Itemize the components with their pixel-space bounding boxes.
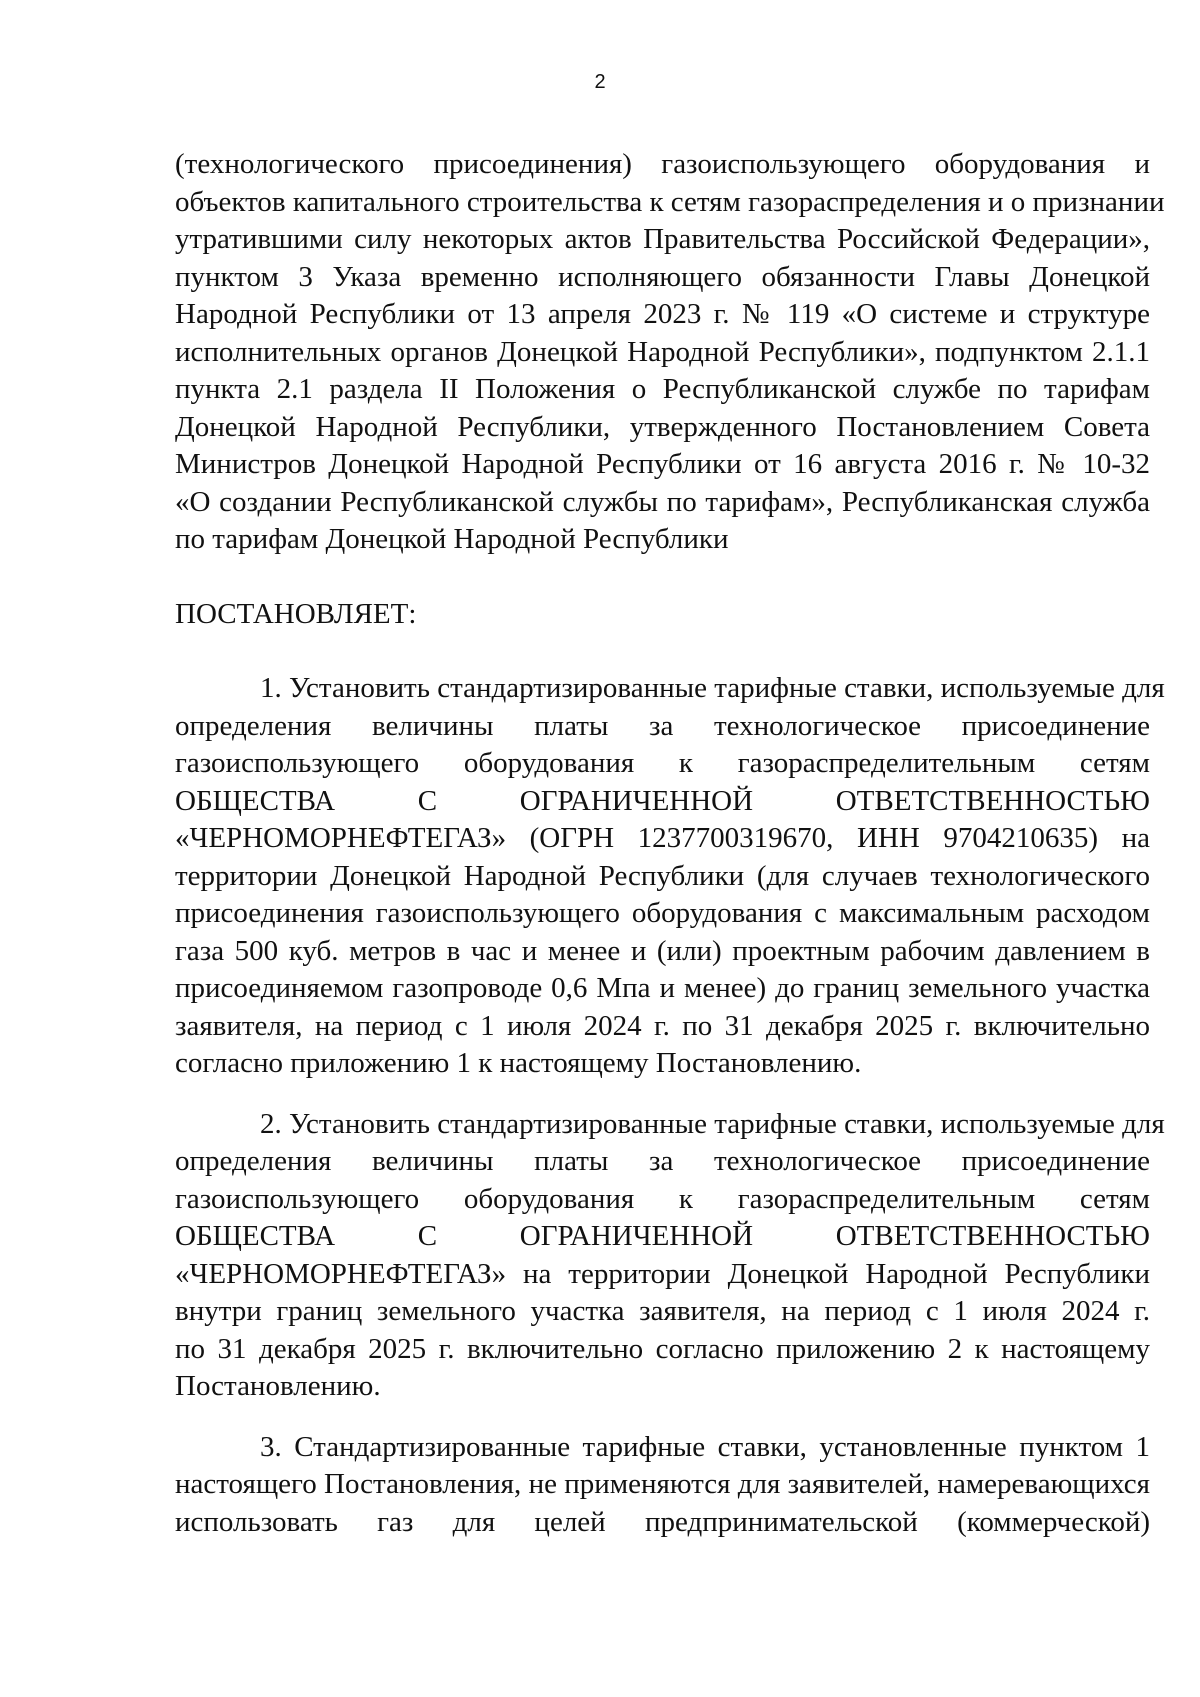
item-1-paragraph xyxy=(175,670,1165,1083)
text-line: пункта 2.1 раздела II Положения о Республиканской службе по тарифам xyxy=(175,373,1150,405)
text-line: объектов капитального строительства к сетям газораспределения и о признании xyxy=(175,185,1165,218)
text-line: Постановлению. xyxy=(175,1370,381,1402)
text-line: газоиспользующего оборудования к газораспределительным сетям xyxy=(175,1182,1150,1215)
text-line: (технологического присоединения) газоиспользующего оборудования и xyxy=(175,148,1150,180)
decree-heading: ПОСТАНОВЛЯЕТ: xyxy=(175,597,417,630)
intro-paragraph xyxy=(175,146,1165,559)
text-line: присоединяемом газопроводе 0,6 Мпа и менее) до границ земельного участка xyxy=(175,972,1150,1004)
text-line: Министров Донецкой Народной Республики от 16 августа 2016 г. № 10-32 xyxy=(175,448,1150,480)
text-line: определения величины платы за технологическое присоединение xyxy=(175,709,1150,742)
text-line: территории Донецкой Народной Республики (для случаев технологического xyxy=(175,859,1150,892)
item-3-paragraph xyxy=(175,1429,1150,1542)
item-2-paragraph xyxy=(175,1106,1165,1406)
text-line: газоиспользующего оборудования к газораспределительным сетям xyxy=(175,747,1150,779)
text-line: Народной Республики от 13 апреля 2023 г. № 119 «О системе и структуре xyxy=(175,298,1150,330)
text-line: настоящего Постановления, не применяются для заявителей, намеревающихся xyxy=(175,1468,1150,1500)
text-line: использовать газ для целей предпринимательской (коммерческой) xyxy=(175,1505,1150,1538)
text-line: 3. Стандартизированные тарифные ставки, установленные пунктом 1 xyxy=(260,1430,1150,1463)
text-line: заявителя, на период с 1 июля 2024 г. по 31 декабря 2025 г. включительно xyxy=(175,1009,1150,1042)
text-line: определения величины платы за технологическое присоединение xyxy=(175,1145,1150,1177)
text-line: 2. Установить стандартизированные тарифные ставки, используемые для xyxy=(260,1107,1165,1140)
document-body xyxy=(175,146,1165,1541)
text-line: «ЧЕРНОМОРНЕФТЕГАЗ» на территории Донецкой Народной Республики xyxy=(175,1257,1150,1290)
text-line: 1. Установить стандартизированные тарифные ставки, используемые для xyxy=(260,672,1165,704)
text-line: внутри границ земельного участка заявителя, на период с 1 июля 2024 г. xyxy=(175,1295,1150,1327)
text-line: по тарифам Донецкой Народной Республики xyxy=(175,523,729,555)
text-line: газа 500 куб. метров в час и менее и (или) проектным рабочим давлением в xyxy=(175,934,1150,967)
page-number: 2 xyxy=(594,71,606,93)
text-line: «О создании Республиканской службы по тарифам», Республиканская служба xyxy=(175,485,1150,518)
text-line: исполнительных органов Донецкой Народной Республики», подпунктом 2.1.1 xyxy=(175,335,1150,368)
text-line: утратившими силу некоторых актов Правительства Российской Федерации», xyxy=(175,223,1150,255)
text-line: по 31 декабря 2025 г. включительно согласно приложению 2 к настоящему xyxy=(175,1332,1150,1365)
text-line: Донецкой Народной Республики, утвержденного Постановлением Совета xyxy=(175,410,1150,443)
text-line: «ЧЕРНОМОРНЕФТЕГАЗ» (ОГРН 1237700319670, ИНН 9704210635) на xyxy=(175,822,1150,854)
text-line: ОБЩЕСТВА С ОГРАНИЧЕННОЙ ОТВЕТСТВЕННОСТЬЮ xyxy=(175,784,1150,817)
text-line: пунктом 3 Указа временно исполняющего обязанности Главы Донецкой xyxy=(175,260,1150,293)
text-line: присоединения газоиспользующего оборудования с максимальным расходом xyxy=(175,897,1150,929)
text-line: ОБЩЕСТВА С ОГРАНИЧЕННОЙ ОТВЕТСТВЕННОСТЬЮ xyxy=(175,1220,1150,1252)
text-line: согласно приложению 1 к настоящему Постановлению. xyxy=(175,1047,862,1079)
